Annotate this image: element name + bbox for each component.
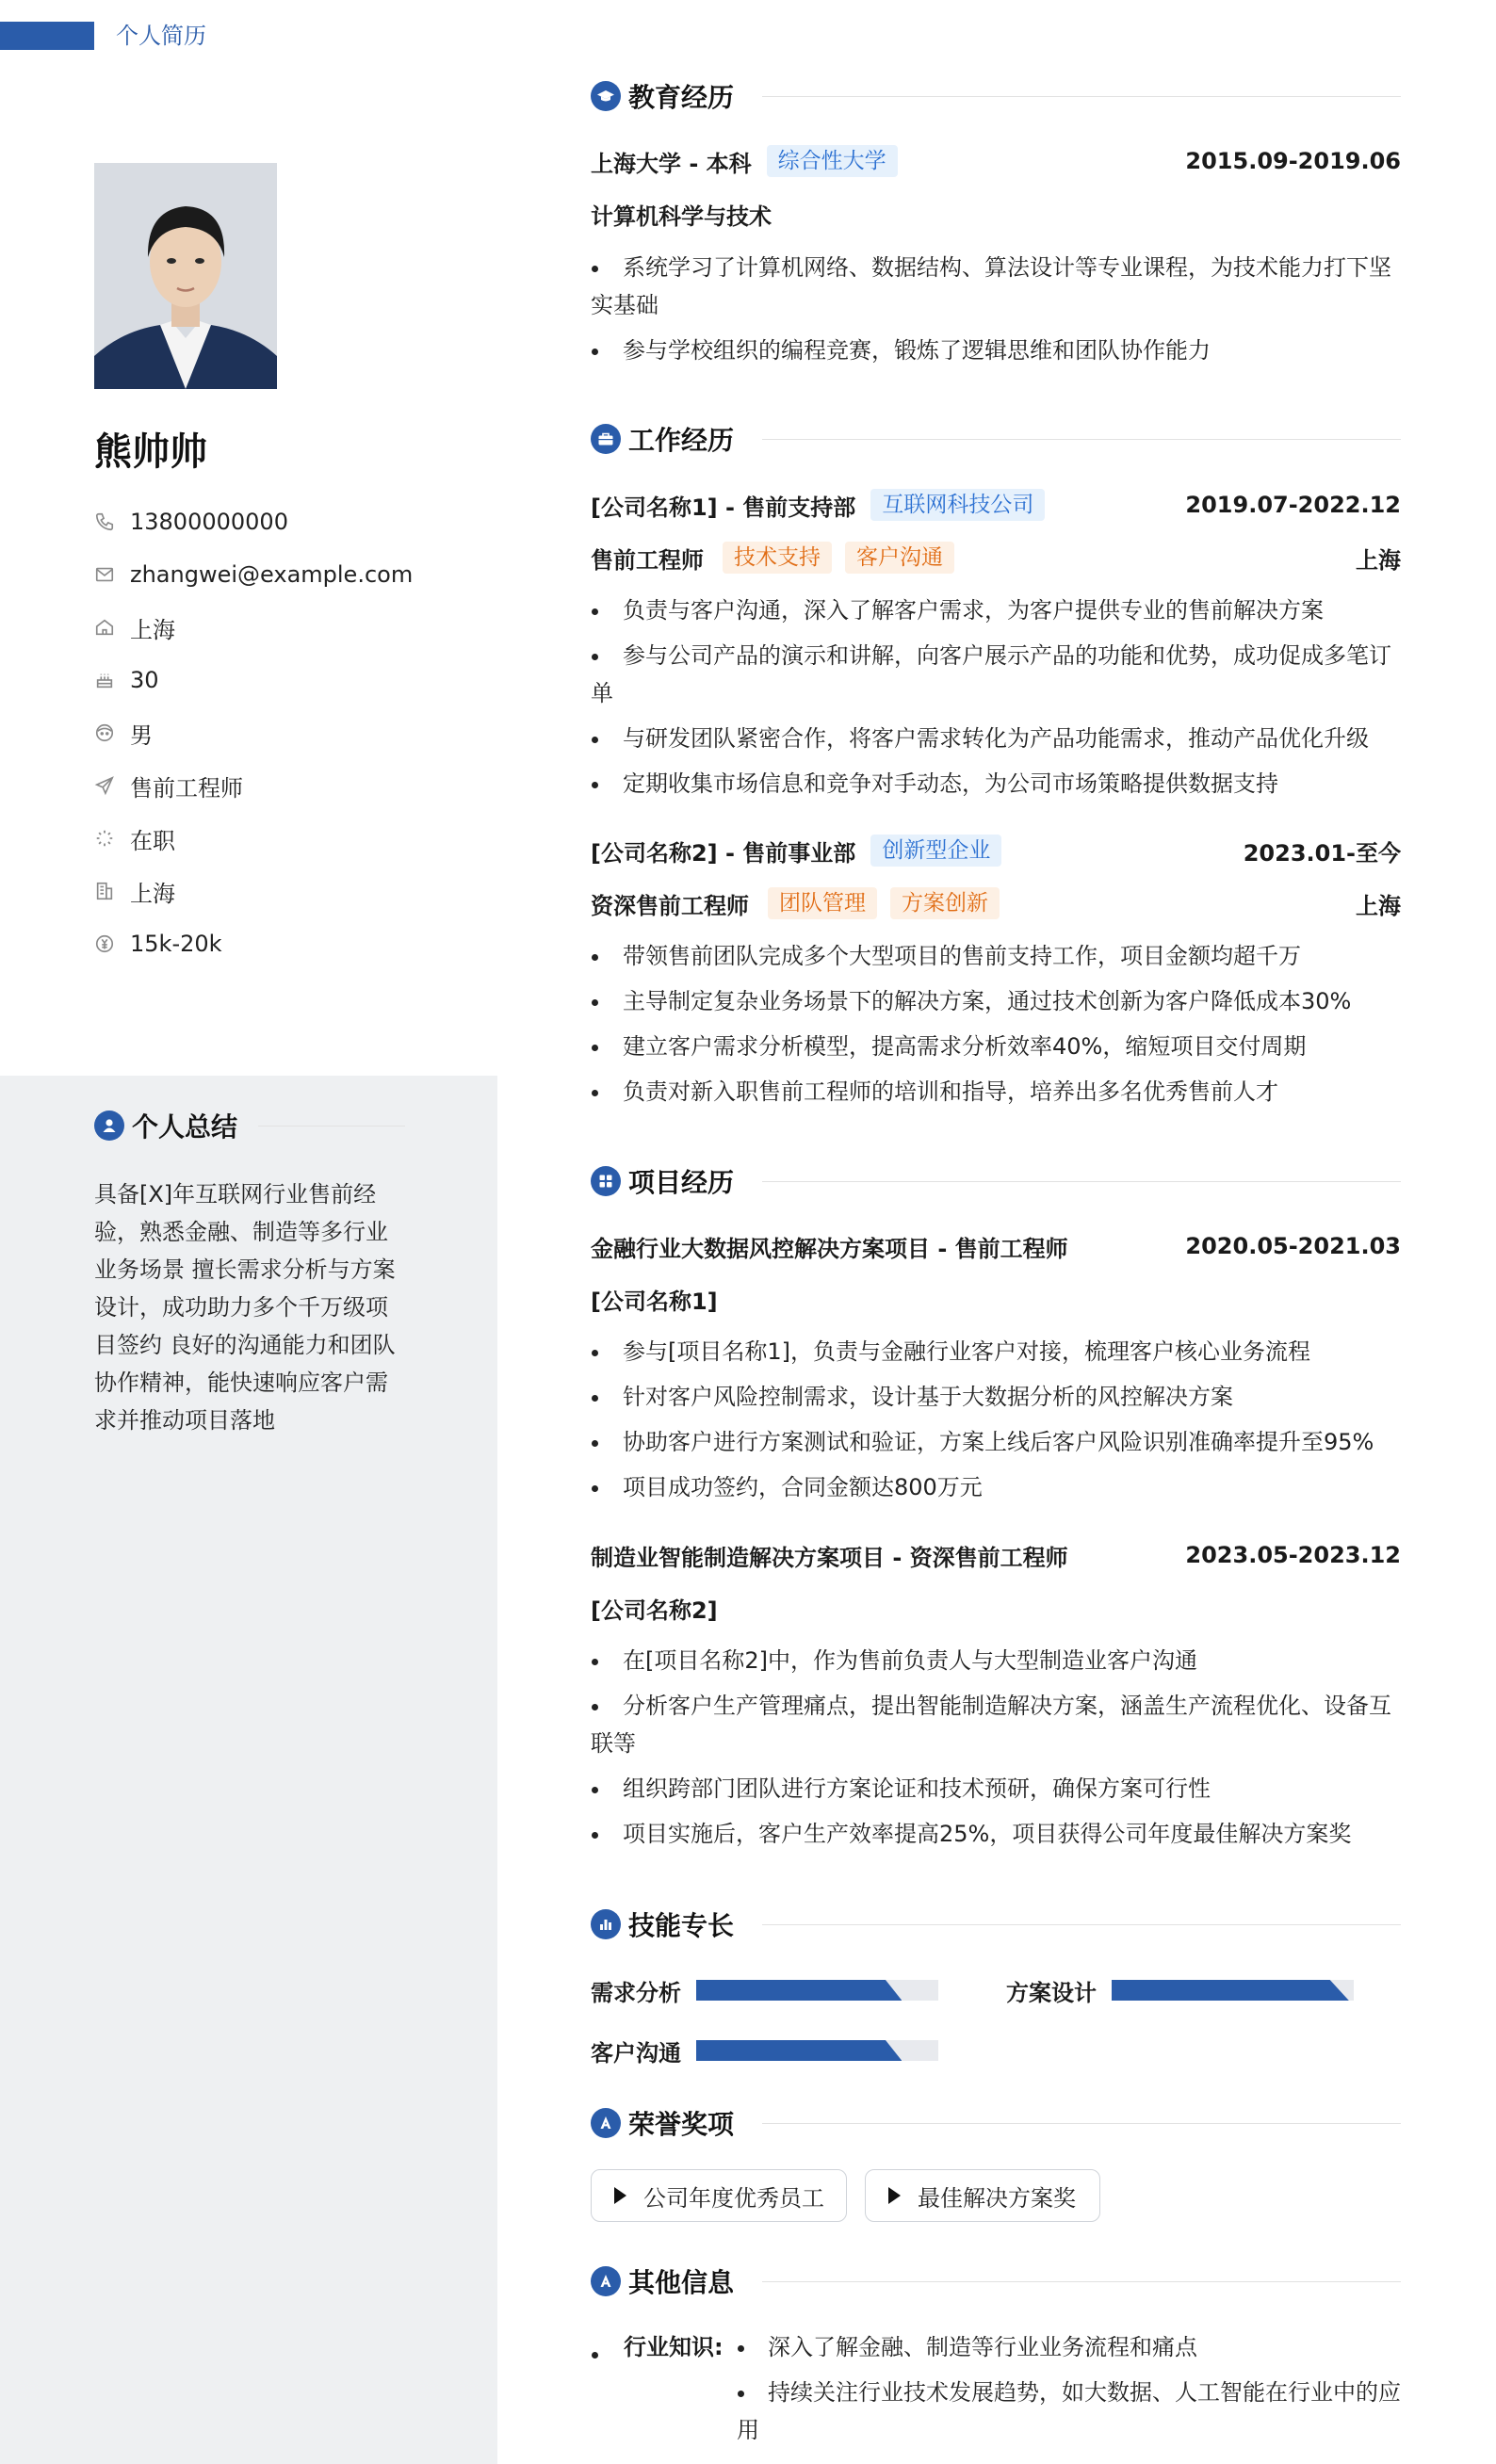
info-position-text: 售前工程师 <box>130 774 243 802</box>
awards-divider <box>762 2123 1401 2124</box>
building-icon <box>94 881 115 901</box>
list-item: 参与学校组织的编程竞赛，锻炼了逻辑思维和团队协作能力 <box>591 332 1401 369</box>
list-item: 参与[项目名称1]，负责与金融行业客户对接，梳理客户核心业务流程 <box>591 1333 1401 1370</box>
profile-photo <box>94 163 277 389</box>
info-work-city <box>94 872 175 910</box>
job-2-date: 2023.01-至今 <box>1243 839 1401 867</box>
list-item: 深入了解金融、制造等行业业务流程和痛点 <box>737 2328 1401 2366</box>
resume-header-label: 个人简历 <box>116 23 206 49</box>
job-1-role-row <box>591 539 1401 576</box>
skill-bar-track <box>1112 1980 1354 2001</box>
summary-title: 个人总结 <box>132 1111 238 1143</box>
other-bullets <box>737 2328 1401 2456</box>
job-2-city: 上海 <box>1356 892 1401 919</box>
award-text: 公司年度优秀员工 <box>643 2184 824 2212</box>
project-1-date: 2020.05-2021.03 <box>1185 1233 1401 1259</box>
list-item: 负责与客户沟通，深入了解客户需求，为客户提供专业的售前解决方案 <box>591 592 1401 629</box>
skill-label: 方案设计 <box>1006 1979 1097 2006</box>
skill-item <box>1006 1971 1354 2009</box>
project-2-name: 制造业智能制造解决方案项目 - 资深售前工程师 <box>591 1544 1068 1571</box>
list-item: 针对客户风险控制需求，设计基于大数据分析的风控解决方案 <box>591 1378 1401 1416</box>
other-title: 其他信息 <box>628 2267 735 2298</box>
summary-section-header <box>94 1107 405 1144</box>
award-item <box>591 2169 847 2222</box>
list-item: 主导制定复杂业务场景下的解决方案，通过技术创新为客户降低成本30% <box>591 982 1401 1020</box>
project-1-bullets <box>591 1333 1401 1514</box>
job-1-skill-tag: 技术支持 <box>723 542 832 574</box>
job-1-skill-tag: 客户沟通 <box>845 542 954 574</box>
summary-divider <box>258 1126 405 1127</box>
play-icon <box>888 2187 901 2204</box>
other-divider <box>762 2281 1401 2282</box>
other-label: 行业知识: <box>624 2334 724 2360</box>
job-1-bullets <box>591 592 1401 810</box>
job-2-skill-tag: 方案创新 <box>890 887 1000 919</box>
job-2-role: 资深售前工程师 <box>591 892 749 919</box>
send-icon <box>94 775 115 796</box>
job-2-role-row <box>591 884 1401 922</box>
list-item: 持续关注行业技术发展趋势，如大数据、人工智能在行业中的应用 <box>737 2374 1401 2449</box>
education-date: 2015.09-2019.06 <box>1185 148 1401 174</box>
skill-bar-track <box>696 1980 938 2001</box>
project-1-name-row <box>591 1227 1401 1265</box>
job-1-tag: 互联网科技公司 <box>870 489 1045 521</box>
info-location <box>94 608 175 646</box>
job-2-tag: 创新型企业 <box>870 835 1001 867</box>
work-section-header <box>591 420 1401 458</box>
list-item: 分析客户生产管理痛点，提出智能制造解决方案，涵盖生产流程优化、设备互联等 <box>591 1687 1401 1762</box>
job-1-city: 上海 <box>1356 546 1401 574</box>
award-item <box>865 2169 1100 2222</box>
awards-section-header <box>591 2104 1401 2142</box>
bar-chart-icon <box>591 1909 621 1939</box>
info-salary-text: 15k-20k <box>130 931 222 957</box>
job-2-bullets <box>591 937 1401 1118</box>
project-2-date: 2023.05-2023.12 <box>1185 1542 1401 1568</box>
info-gender <box>94 714 153 752</box>
info-phone-text: 13800000000 <box>130 509 288 535</box>
skill-label: 需求分析 <box>591 1979 681 2006</box>
grid-icon <box>591 1166 621 1196</box>
spinner-icon <box>94 828 115 849</box>
portrait-image <box>94 163 277 389</box>
education-school: 上海大学 - 本科 <box>591 150 752 177</box>
awards-title: 荣誉奖项 <box>628 2109 735 2140</box>
education-section-header <box>591 77 1401 115</box>
skill-bar-fill <box>696 1980 902 2001</box>
job-1-date: 2019.07-2022.12 <box>1185 492 1401 518</box>
education-title: 教育经历 <box>628 82 735 113</box>
info-email <box>94 556 413 593</box>
job-2-company-row <box>591 832 1401 869</box>
skill-bar-fill <box>696 2040 902 2061</box>
job-1-company-row <box>591 486 1401 524</box>
projects-divider <box>762 1181 1401 1182</box>
education-divider <box>762 96 1401 97</box>
job-1-role: 售前工程师 <box>591 546 704 574</box>
skill-item <box>591 1971 938 2009</box>
info-status-text: 在职 <box>130 827 175 854</box>
education-tag: 综合性大学 <box>767 145 898 177</box>
list-item: 组织跨部门团队进行方案论证和技术预研，确保方案可行性 <box>591 1770 1401 1807</box>
mail-icon <box>94 564 115 585</box>
work-title: 工作经历 <box>628 425 735 456</box>
skill-bar-track <box>696 2040 938 2061</box>
skills-divider <box>762 1924 1401 1925</box>
info-work-city-text: 上海 <box>130 880 175 907</box>
skill-bar-fill <box>1112 1980 1349 2001</box>
award-icon <box>591 2108 621 2138</box>
education-major: 计算机科学与技术 <box>591 203 772 230</box>
user-icon <box>94 1110 124 1141</box>
info-salary <box>94 925 222 963</box>
job-1-company: [公司名称1] - 售前支持部 <box>591 494 856 521</box>
project-1-company: [公司名称1] <box>591 1288 718 1315</box>
home-icon <box>94 617 115 638</box>
award-text: 最佳解决方案奖 <box>918 2184 1076 2212</box>
briefcase-icon <box>591 424 621 454</box>
list-item: 协助客户进行方案测试和验证，方案上线后客户风险识别准确率提升至95% <box>591 1423 1401 1461</box>
job-2-company: [公司名称2] - 售前事业部 <box>591 839 856 867</box>
list-item: 项目成功签约，合同金额达800万元 <box>591 1468 1401 1506</box>
info-gender-text: 男 <box>130 721 153 749</box>
list-item: 定期收集市场信息和竞争对手动态，为公司市场策略提供数据支持 <box>591 765 1401 802</box>
project-2-company-row <box>591 1589 1401 1627</box>
info-email-text: zhangwei@example.com <box>130 561 414 588</box>
face-icon <box>94 722 115 743</box>
summary-text: 具备[X]年互联网行业售前经验，熟悉金融、制造等多行业业务场景 擅长需求分析与方案设计，成功助力多个千万级项目签约 良好的沟通能力和团队协作精神，能快速响应客户需求并推动项目落地 <box>94 1181 396 1434</box>
info-location-text: 上海 <box>130 616 175 643</box>
education-major-row <box>591 195 1401 233</box>
projects-section-header <box>591 1162 1401 1200</box>
list-item: 带领售前团队完成多个大型项目的售前支持工作，项目金额均超千万 <box>591 937 1401 975</box>
graduation-cap-icon <box>591 81 621 111</box>
list-item: 负责对新入职售前工程师的培训和指导，培养出多名优秀售前人才 <box>591 1073 1401 1110</box>
info-phone <box>94 503 288 541</box>
list-item: 项目实施后，客户生产效率提高25%，项目获得公司年度最佳解决方案奖 <box>591 1815 1401 1853</box>
bullet-dot <box>592 2352 598 2359</box>
profile-name: 熊帅帅 <box>94 430 207 474</box>
phone-icon <box>94 511 115 532</box>
education-school-row <box>591 142 1401 180</box>
info-status <box>94 819 175 857</box>
skills-section-header <box>591 1905 1401 1943</box>
info-age-text: 30 <box>130 667 159 693</box>
skill-label: 客户沟通 <box>591 2039 681 2067</box>
cake-icon <box>94 670 115 690</box>
project-1-name: 金融行业大数据风控解决方案项目 - 售前工程师 <box>591 1235 1068 1262</box>
education-bullets <box>591 249 1401 377</box>
yen-icon <box>94 933 115 954</box>
info-badge-icon <box>591 2266 621 2296</box>
work-divider <box>762 439 1401 440</box>
sidebar <box>0 0 497 2464</box>
list-item: 在[项目名称2]中，作为售前负责人与大型制造业客户沟通 <box>591 1642 1401 1679</box>
project-2-name-row <box>591 1536 1401 1574</box>
list-item: 系统学习了计算机网络、数据结构、算法设计等专业课程，为技术能力打下坚实基础 <box>591 249 1401 324</box>
play-icon <box>614 2187 626 2204</box>
list-item: 与研发团队紧密合作，将客户需求转化为产品功能需求，推动产品优化升级 <box>591 720 1401 757</box>
skill-item <box>591 2032 938 2069</box>
info-age <box>94 661 159 699</box>
skills-title: 技能专长 <box>628 1910 735 1941</box>
other-section-header <box>591 2262 1401 2300</box>
list-item: 参与公司产品的演示和讲解，向客户展示产品的功能和优势，成功促成多笔订单 <box>591 637 1401 712</box>
info-position <box>94 767 243 804</box>
project-1-company-row <box>591 1280 1401 1318</box>
job-2-skill-tag: 团队管理 <box>768 887 877 919</box>
header-accent-bar <box>0 22 94 50</box>
project-2-company: [公司名称2] <box>591 1597 718 1624</box>
project-2-bullets <box>591 1642 1401 1860</box>
projects-title: 项目经历 <box>628 1167 735 1198</box>
list-item: 建立客户需求分析模型，提高需求分析效率40%，缩短项目交付周期 <box>591 1028 1401 1065</box>
